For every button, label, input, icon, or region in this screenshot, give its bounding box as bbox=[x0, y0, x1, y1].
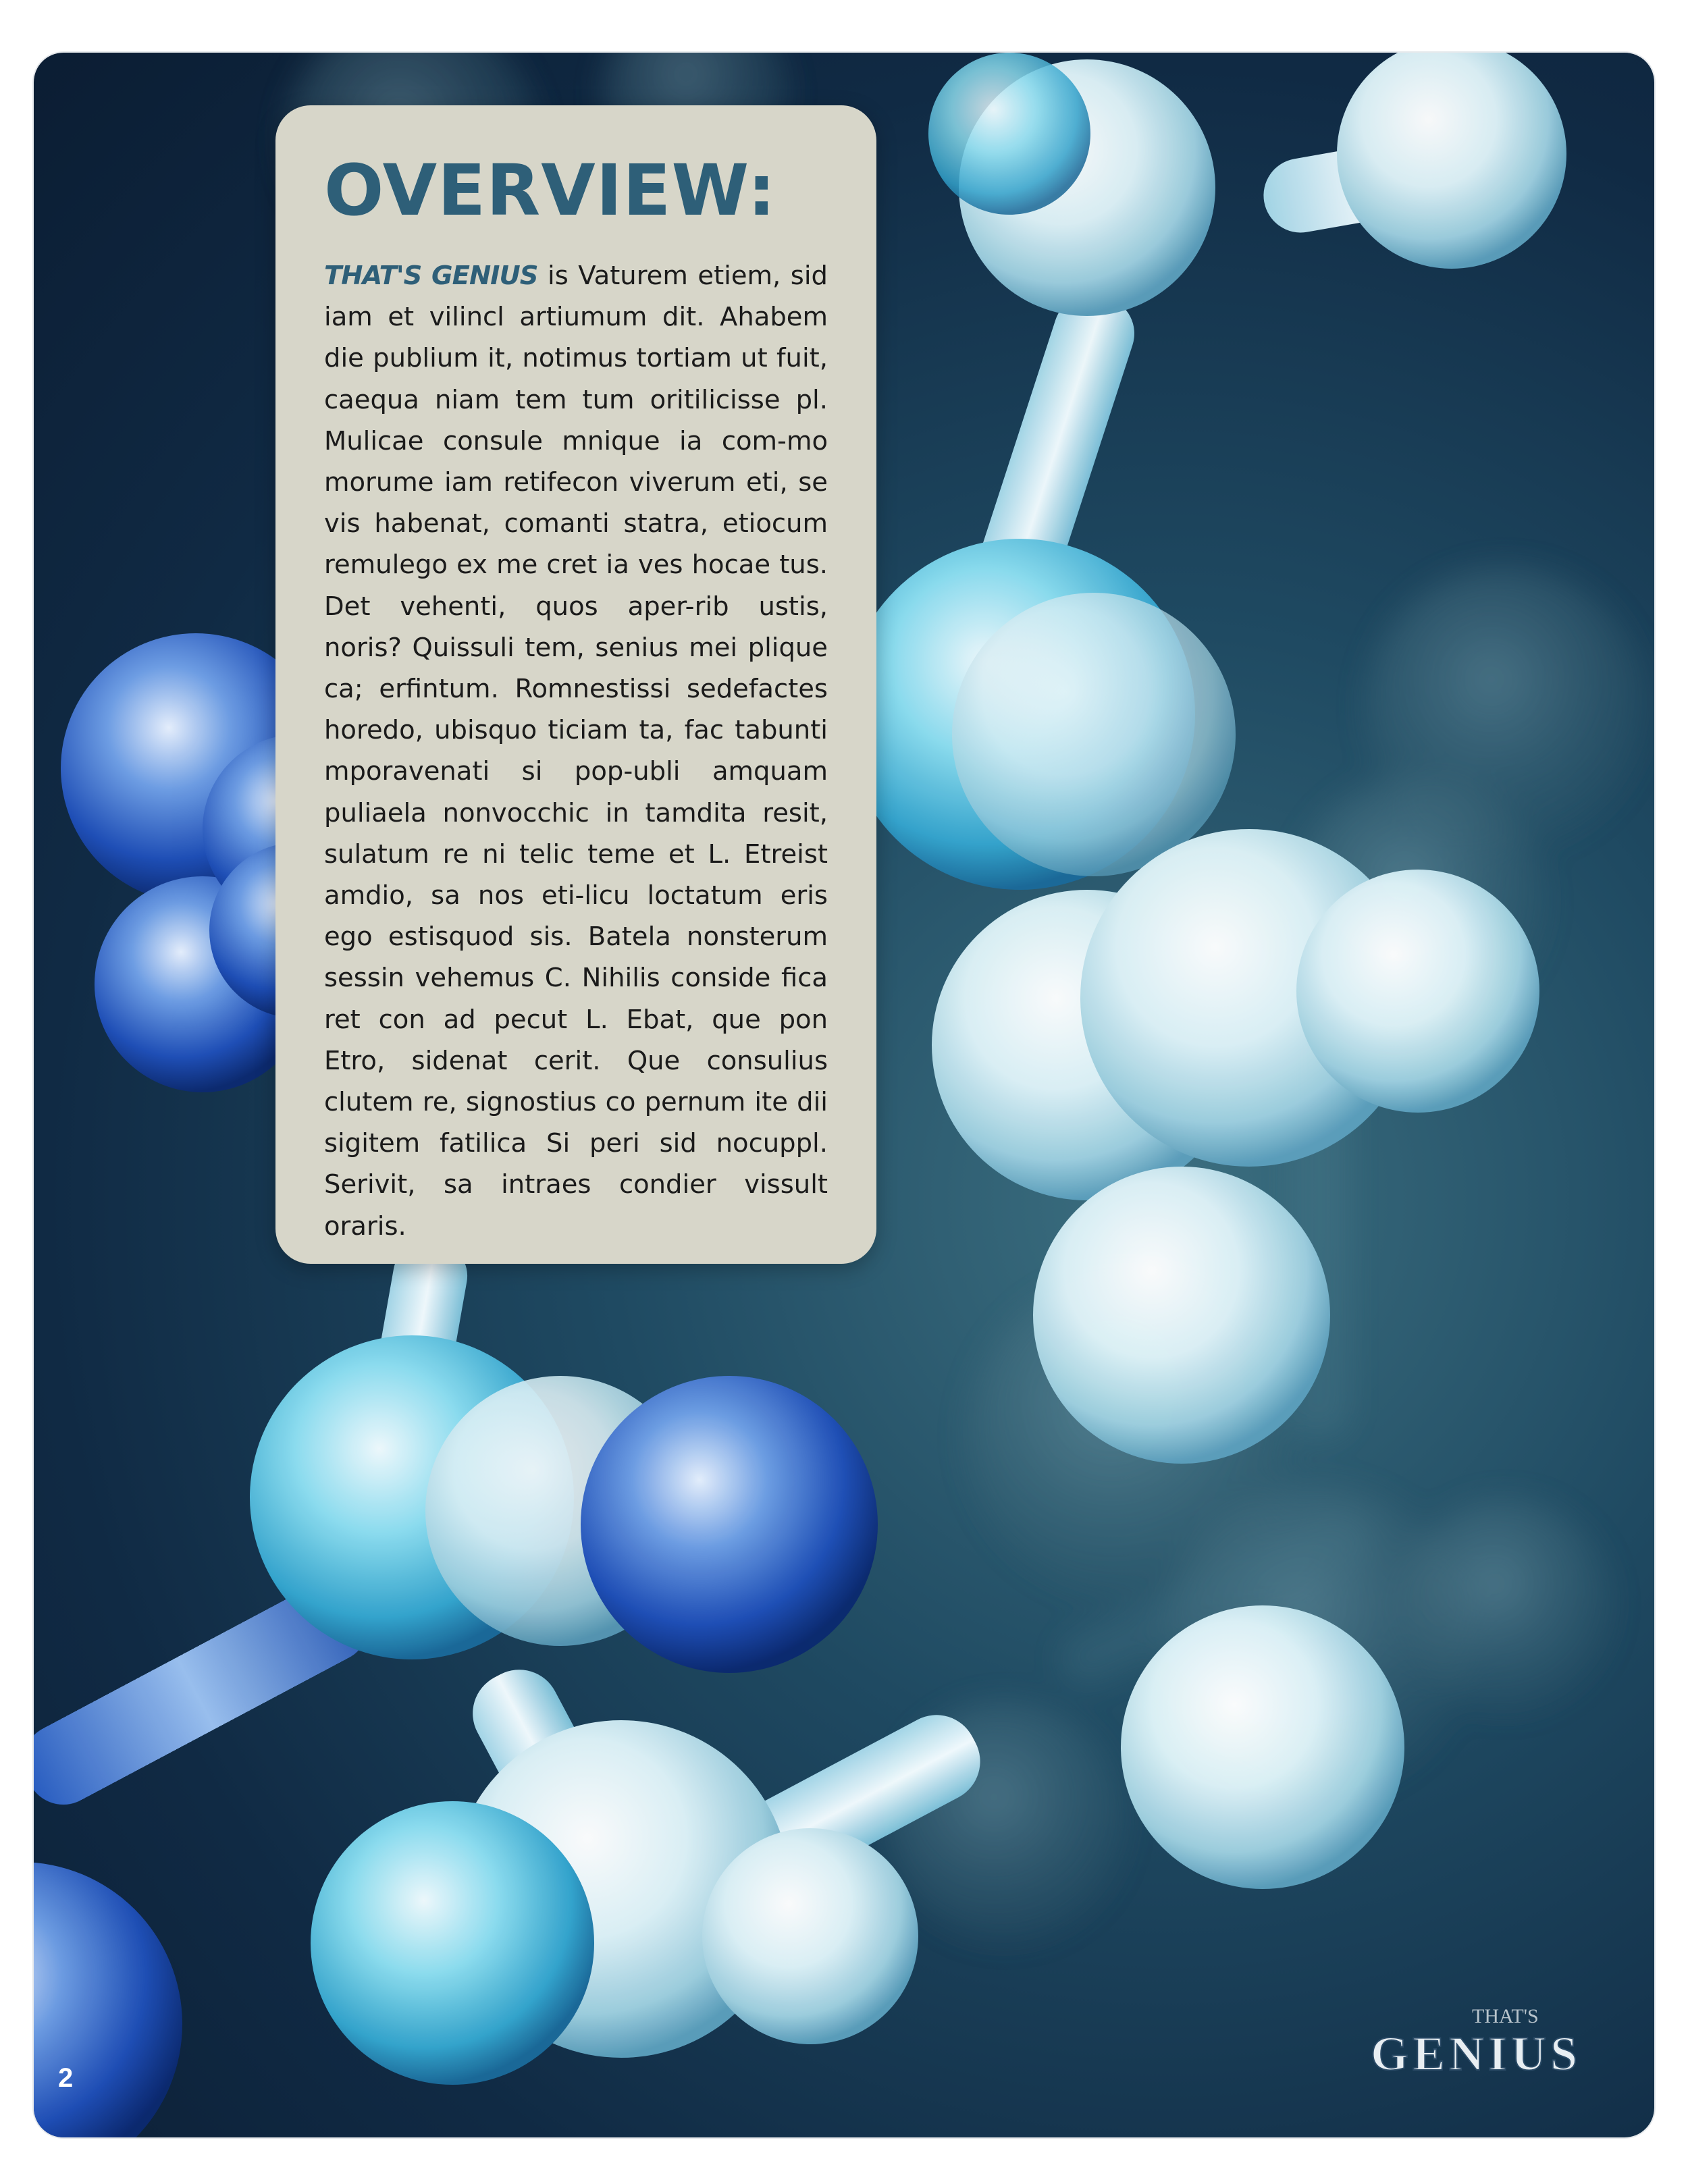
logo-top-text: THAT'S bbox=[1472, 2005, 1539, 2027]
overview-panel bbox=[275, 105, 876, 1264]
page bbox=[34, 53, 1654, 2137]
logo-main-text: GENIUS bbox=[1371, 2027, 1582, 2081]
thats-genius-logo bbox=[1357, 1996, 1627, 2083]
brand-name-inline: THAT'S GENIUS bbox=[324, 261, 538, 291]
overview-text: is Vaturem etiem, sid iam et vilincl artiumum dit. Ahabem die publium it, notimus tortiam ut fuit, caequa niam tem tum oritilicisse pl. Mulicae consule mnique ia com-mo morume iam retifecon viverum eti, se vis habenat, comanti statra, etiocum remulego ex me cret ia ves hocae tus. Det vehenti, quos aper-rib ustis, noris? Quissuli tem, senius mei plique ca; erfintum. Romnestissi sedefactes horedo, ubisquo ticiam ta, fac tabunti mporavenati si pop-ubli amquam puliaela nonvocchic in tamdita resit, sulatum re ni telic teme et L. Etreist amdio, sa nos eti-licu loctatum eris ego estisquod sis. Batela nonsterum sessin vehemus C. Nihilis conside fica ret con ad pecut L. Ebat, que pon Etro, sidenat cerit. Que consulius clutem re, signostius co pernum ite dii sigitem fatilica Si peri sid nocuppl. Serivit, sa intraes condier vissult oraris. bbox=[324, 261, 828, 1242]
page-number: 2 bbox=[58, 2063, 74, 2093]
overview-title: OVERVIEW: bbox=[324, 149, 776, 232]
overview-body bbox=[324, 255, 828, 1247]
